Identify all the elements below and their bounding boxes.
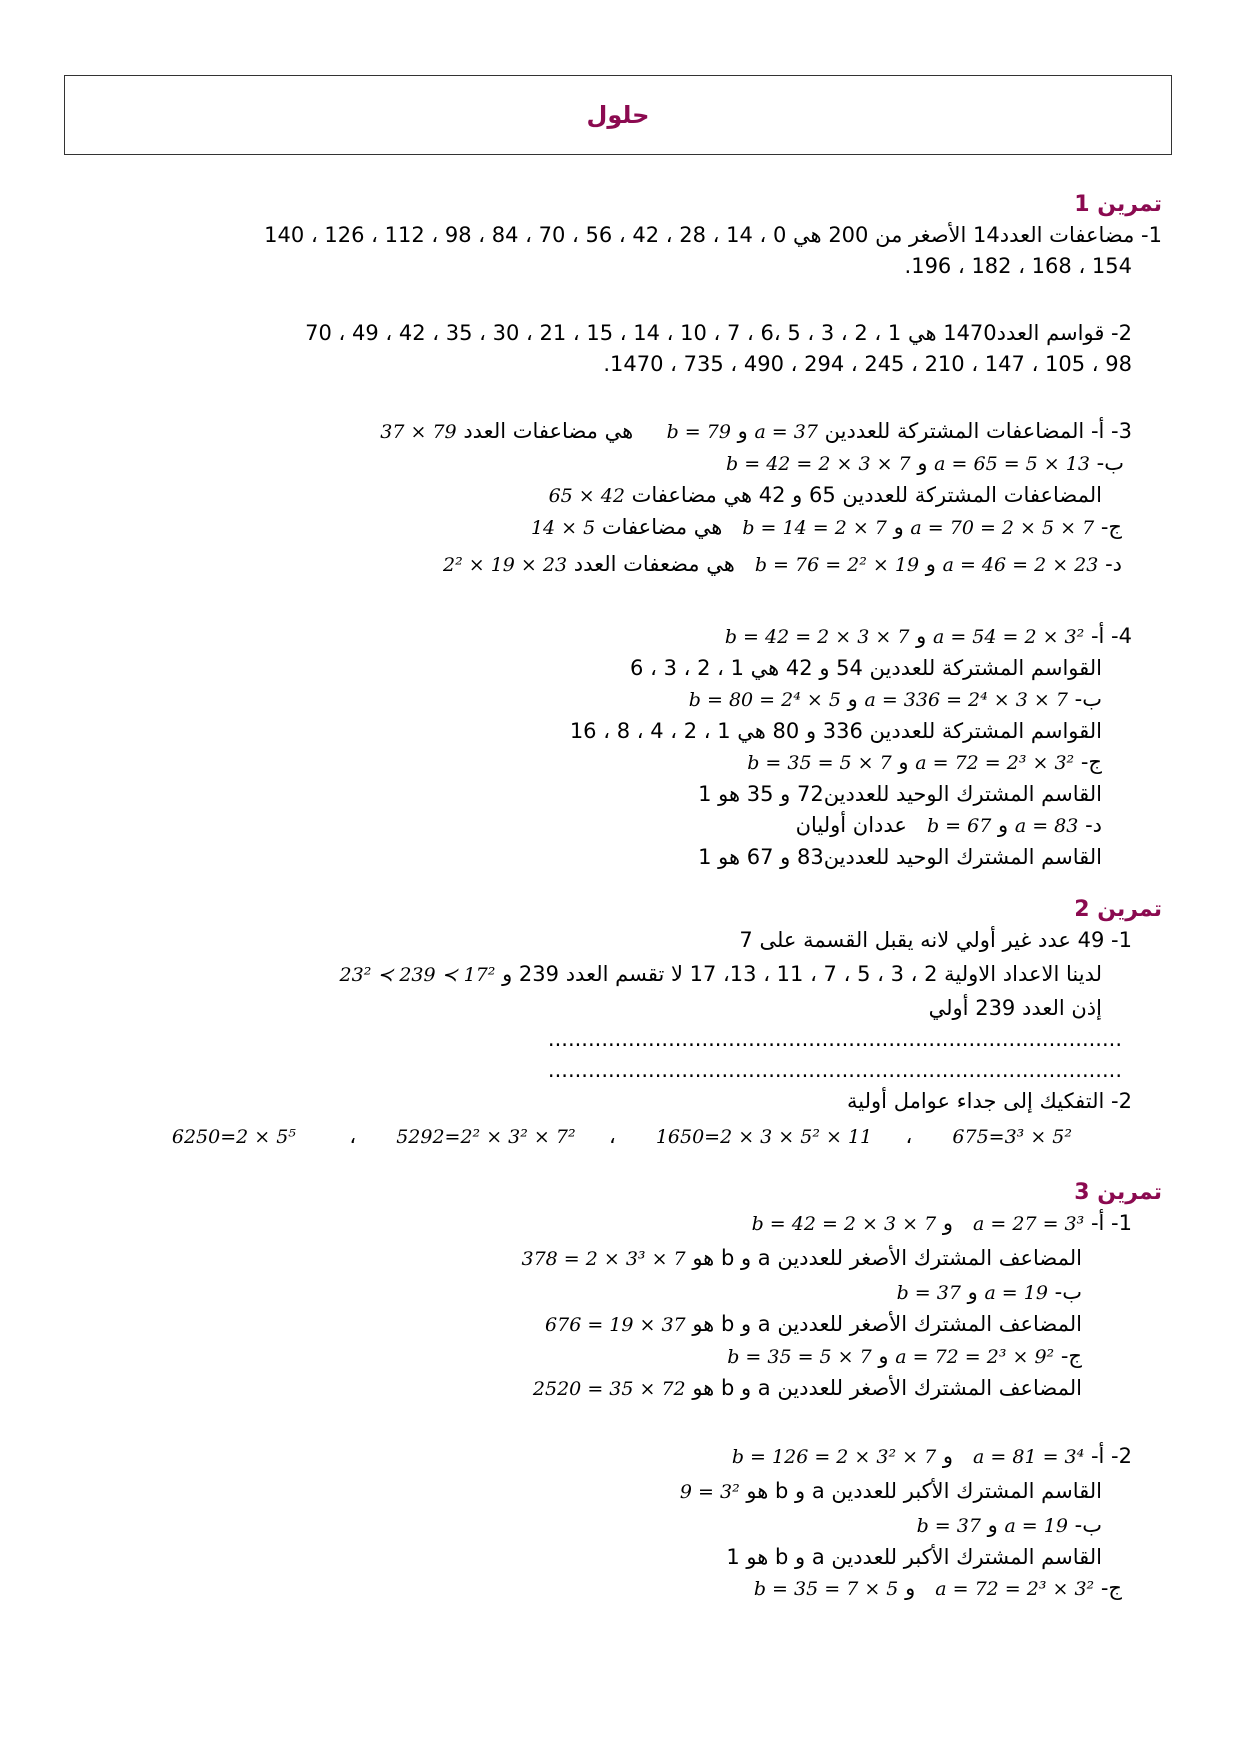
ex1-q3-a-and: و bbox=[737, 419, 748, 443]
ex1-q3-a-text2: هي مضاعفات العدد bbox=[463, 419, 634, 443]
ex3-q1-c-math1: a = 72 = 2³ × 9² bbox=[895, 1346, 1055, 1368]
ex3-q1-a-math3: 378 = 2 × 3³ × 7 bbox=[521, 1248, 686, 1270]
ex1-q3-c-text: هي مضاعفات bbox=[601, 515, 723, 539]
ex3-q1-b-math3: 676 = 19 × 37 bbox=[545, 1314, 686, 1336]
ex1-q3-a bbox=[110, 416, 1162, 448]
exercise-3-heading: تمرين 3 bbox=[1074, 1180, 1162, 1205]
ex1-q3-b-math3: 65 × 42 bbox=[548, 485, 625, 507]
ex1-q4-b-and: و bbox=[847, 687, 858, 711]
ex1-q2-line2: 98 ، 105 ، 147 ، 210 ، 245 ، 294 ، 490 ، 735 ، 1470. bbox=[603, 352, 1132, 376]
exercise-1-heading: تمرين 1 bbox=[1074, 192, 1162, 217]
ex1-q3-d-math2: b = 76 = 2² × 19 bbox=[754, 554, 920, 576]
ex1-q3-b-label: ب- bbox=[1096, 451, 1124, 475]
ex1-q4-d-math2: b = 67 bbox=[926, 815, 992, 837]
ex3-q1-a-label: 1- أ- bbox=[1090, 1211, 1132, 1235]
ex1-q3-d-text: هي مضعفات العدد bbox=[573, 552, 735, 576]
ex1-q4-c bbox=[110, 747, 1162, 779]
ex1-q4-d-and: و bbox=[998, 813, 1009, 837]
ex1-q4-d-text1: عددان أوليان bbox=[795, 813, 907, 837]
page-title: حلول bbox=[586, 101, 650, 129]
ex3-q1-c-math2: b = 35 = 5 × 7 bbox=[727, 1346, 872, 1368]
ex3-q1-c-result bbox=[110, 1373, 1162, 1405]
ex2-q2-line1: 2- التفكيك إلى جداء عوامل أولية bbox=[847, 1089, 1132, 1113]
ex1-q4-c-and: و bbox=[898, 750, 909, 774]
ex1-q3-a-math3: 37 × 79 bbox=[380, 421, 457, 443]
ex3-q2-c bbox=[110, 1573, 1162, 1605]
ex1-q4-c-label: ج- bbox=[1080, 750, 1102, 774]
ex1-q3-b-math1: a = 65 = 5 × 13 bbox=[934, 453, 1090, 475]
ex3-q1-b bbox=[110, 1277, 1162, 1309]
ex2-sep-3: ، bbox=[349, 1124, 357, 1148]
ex3-q2-b-label: ب- bbox=[1074, 1513, 1102, 1537]
ex1-q4-d-text2: القاسم المشترك الوحيد للعددين83 و 67 هو 1 bbox=[698, 845, 1102, 869]
ex3-q2-a-and: و bbox=[942, 1444, 954, 1468]
ex3-q2-a-result bbox=[110, 1473, 1162, 1510]
ex1-q3-b-text-line bbox=[110, 480, 1162, 512]
ex2-q2-m1: 675=3³ × 5² bbox=[952, 1126, 1072, 1148]
ex1-q4-b-text: القواسم المشتركة للعددين 336 و 80 هي 1 ، 2 ، 4 ، 8 ، 16 bbox=[569, 719, 1102, 743]
ex3-q1-a-math1: a = 27 = 3³ bbox=[973, 1213, 1085, 1235]
ex1-q2-line1: 2- قواسم العدد1470 هي 1 ، 2 ، 3 ، 5 ،6 ، 7 ، 10 ، 14 ، 15 ، 21 ، 30 ، 35 ، 42 ، 49 ، 70 bbox=[305, 321, 1132, 345]
page-title-box bbox=[64, 75, 1172, 155]
ex3-q2-b bbox=[110, 1510, 1162, 1542]
ex1-q3-c-label: ج- bbox=[1100, 515, 1122, 539]
ex1-q1-line1: 1- مضاعفات العدد14 الأصغر من 200 هي 0 ، 14 ، 28 ، 42 ، 56 ، 70 ، 84 ، 98 ، 112 ، 126 ، 140 bbox=[264, 223, 1162, 247]
ex1-q4-a-math1: a = 54 = 2 × 3² bbox=[932, 626, 1085, 648]
ex3-q1-a bbox=[110, 1208, 1162, 1240]
ex3-q1-a-math2: b = 42 = 2 × 3 × 7 bbox=[751, 1213, 937, 1235]
ex1-q3-d-math3: 2² × 19 × 23 bbox=[443, 554, 568, 576]
ex3-q1-a-result bbox=[110, 1240, 1162, 1277]
solutions-content bbox=[110, 190, 1162, 1605]
ex3-q1-c-and: و bbox=[878, 1344, 889, 1368]
ex3-q2-c-label: ج- bbox=[1100, 1576, 1122, 1600]
ex2-sep-1: ، bbox=[905, 1124, 913, 1148]
ex1-q4-b-math2: b = 80 = 2⁴ × 5 bbox=[688, 689, 841, 711]
ex1-q3-c-math3: 14 × 5 bbox=[530, 517, 596, 539]
ex2-q1-line1: 1- 49 عدد غير أولي لانه يقبل القسمة على 7 bbox=[739, 928, 1132, 952]
ex3-q1-b-label: ب- bbox=[1054, 1280, 1082, 1304]
ex1-q4-a-and: و bbox=[916, 624, 927, 648]
ex1-q4-d bbox=[110, 810, 1162, 842]
ex3-q2-a-math1: a = 81 = 3⁴ bbox=[973, 1446, 1085, 1468]
ex1-q4-a-label: 4- أ- bbox=[1090, 624, 1132, 648]
ex1-q4-c-text: القاسم المشترك الوحيد للعددين72 و 35 هو 1 bbox=[698, 782, 1102, 806]
ex3-q2-c-math2: b = 35 = 7 × 5 bbox=[753, 1578, 899, 1600]
ex3-q2-a-text: القاسم المشترك الأكبر للعددين a و b هو bbox=[746, 1479, 1102, 1503]
ex1-q3-c-math2: b = 14 = 2 × 7 bbox=[742, 517, 887, 539]
ex1-q1-line2: 154 ، 168 ، 182 ، 196. bbox=[904, 254, 1132, 278]
ex2-q1-line2-text: لدينا الاعداد الاولية 2 ، 3 ، 5 ، 7 ، 11 ، 13، 17 لا تقسم العدد 239 و bbox=[502, 962, 1102, 986]
ex3-q1-a-text: المضاعف المشترك الأصغر للعددين a و b هو bbox=[692, 1246, 1082, 1270]
ex3-q1-c-label: ج- bbox=[1060, 1344, 1082, 1368]
ex3-q1-a-and: و bbox=[942, 1211, 954, 1235]
ex1-q4-d-math1: a = 83 bbox=[1014, 815, 1079, 837]
ex3-q2-b-math1: a = 19 bbox=[1004, 1515, 1068, 1537]
ex3-q1-b-and: و bbox=[967, 1280, 978, 1304]
ex1-q3-b bbox=[110, 448, 1162, 480]
ex1-q3-c-math1: a = 70 = 2 × 5 × 7 bbox=[910, 517, 1095, 539]
ex1-q3-a-math1: a = 37 bbox=[754, 421, 818, 443]
ex1-q4-a-text: القواسم المشتركة للعددين 54 و 42 هي 1 ، 2 ، 3 ، 6 bbox=[630, 656, 1102, 680]
ex1-q3-b-text: المضاعفات المشتركة للعددين 65 و 42 هي مضاعفات bbox=[631, 483, 1102, 507]
ex3-q1-b-math2: b = 37 bbox=[896, 1282, 961, 1304]
ex3-q1-b-text: المضاعف المشترك الأصغر للعددين a و b هو bbox=[692, 1312, 1082, 1336]
ex1-q4-c-math2: b = 35 = 5 × 7 bbox=[747, 752, 892, 774]
ex1-q3-d-and: و bbox=[925, 552, 936, 576]
ex1-q4-b-label: ب- bbox=[1074, 687, 1102, 711]
ex1-q3-a-label: 3- أ- المضاعفات المشتركة للعددين bbox=[824, 419, 1132, 443]
ex3-q2-b-result: القاسم المشترك الأكبر للعددين a و b هو 1 bbox=[726, 1545, 1102, 1569]
ex1-q4-a bbox=[110, 621, 1162, 653]
ex1-q3-b-math2: b = 42 = 2 × 3 × 7 bbox=[726, 453, 911, 475]
ex2-q2-factorizations bbox=[110, 1117, 1162, 1156]
ex3-q2-a-math2: b = 126 = 2 × 3² × 7 bbox=[731, 1446, 937, 1468]
ex1-q3-d-label: د- bbox=[1105, 552, 1122, 576]
ex3-q1-c-text: المضاعف المشترك الأصغر للعددين a و b هو bbox=[692, 1376, 1082, 1400]
ex1-q4-d-label: د- bbox=[1085, 813, 1102, 837]
exercise-2-heading: تمرين 2 bbox=[1074, 897, 1162, 922]
ex1-q3-d bbox=[110, 544, 1162, 585]
ex2-dotted-line-2: ...................................................................................... bbox=[547, 1058, 1122, 1082]
ex2-dotted-line-1: ...................................................................................... bbox=[547, 1027, 1122, 1051]
ex3-q1-c-math3: 2520 = 35 × 72 bbox=[532, 1378, 686, 1400]
ex2-q1-line2 bbox=[110, 956, 1162, 993]
ex3-q2-c-and: و bbox=[905, 1576, 916, 1600]
ex3-q2-a-math3: 9 = 3² bbox=[679, 1481, 740, 1503]
ex1-q3-d-math1: a = 46 = 2 × 23 bbox=[942, 554, 1099, 576]
ex1-q3-c-and: و bbox=[893, 515, 904, 539]
ex2-q1-math: 23² ≺ 239 ≺ 17² bbox=[339, 964, 496, 986]
ex1-q4-b bbox=[110, 684, 1162, 716]
ex1-q3-c bbox=[110, 512, 1162, 544]
ex3-q2-b-math2: b = 37 bbox=[916, 1515, 981, 1537]
ex1-q4-b-math1: a = 336 = 2⁴ × 3 × 7 bbox=[864, 689, 1068, 711]
ex1-q3-a-math2: b = 79 bbox=[666, 421, 731, 443]
ex2-q2-m3: 5292=2² × 3² × 7² bbox=[396, 1126, 576, 1148]
ex1-q3-b-and: و bbox=[917, 451, 928, 475]
ex3-q2-b-and: و bbox=[987, 1513, 998, 1537]
ex3-q2-a bbox=[110, 1441, 1162, 1473]
ex3-q1-c bbox=[110, 1341, 1162, 1373]
ex2-sep-2: ، bbox=[608, 1124, 616, 1148]
ex2-q2-m2: 1650=2 × 3 × 5² × 11 bbox=[655, 1126, 873, 1148]
ex2-q1-line3: إذن العدد 239 أولي bbox=[928, 996, 1102, 1020]
ex1-q4-c-math1: a = 72 = 2³ × 3² bbox=[915, 752, 1075, 774]
ex3-q2-c-math1: a = 72 = 2³ × 3² bbox=[935, 1578, 1095, 1600]
ex2-q2-m4: 6250=2 × 5⁵ bbox=[171, 1126, 296, 1148]
ex3-q1-b-result bbox=[110, 1309, 1162, 1341]
ex1-q4-a-math2: b = 42 = 2 × 3 × 7 bbox=[724, 626, 910, 648]
ex3-q2-a-label: 2- أ- bbox=[1090, 1444, 1132, 1468]
ex3-q1-b-math1: a = 19 bbox=[984, 1282, 1048, 1304]
